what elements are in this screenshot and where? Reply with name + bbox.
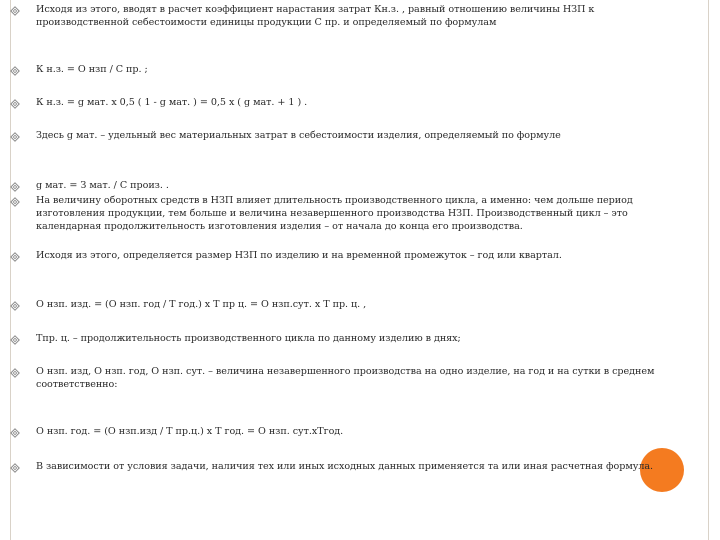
hollow-diamond-bullet-icon — [10, 132, 20, 142]
formula-onzp-god: О нзп. год. = (О нзп.изд / Т пр.ц.) х Т год. = О нзп. сут.хТгод. — [36, 426, 344, 437]
hollow-diamond-bullet-icon — [10, 182, 20, 192]
right-border-line — [708, 0, 709, 540]
hollow-diamond-bullet-icon — [10, 99, 20, 109]
hollow-diamond-bullet-icon — [10, 428, 20, 438]
hollow-diamond-bullet-icon — [10, 66, 20, 76]
paragraph-production-cycle: На величину оборотных средств в НЗП влияет длительность производственного цикла, а именно: чем дольше период изготовления продукции, тем больше и величина незавершенного производства НЗП. Производственный цикл – это календарная продолжительность изготовления изделия – от начала до конца его производства. — [36, 195, 633, 232]
formula-onzp-izd: О нзп. изд. = (О нзп. год / Т год.) х Т пр ц. = О нзп.сут. х Т пр. ц. , — [36, 299, 367, 310]
left-border-line — [10, 0, 11, 540]
hollow-diamond-bullet-icon — [10, 368, 20, 378]
paragraph-conclusion: В зависимости от условия задачи, наличия тех или иных исходных данных применяется та или иная расчетная формула. — [36, 461, 654, 472]
paragraph-tpr-c-definition: Тпр. ц. – продолжительность производственного цикла по данному изделию в днях; — [36, 333, 461, 344]
paragraph-onzp-definitions: О нзп. изд, О нзп. год, О нзп. сут. – величина незавершенного производства на одно изделие, на год и на сутки в среднем соответственно: — [36, 366, 655, 390]
paragraph-g-mat-definition: Здесь g мат. – удельный вес материальных затрат в себестоимости изделия, определяемый по формуле — [36, 130, 561, 141]
hollow-diamond-bullet-icon — [10, 197, 20, 207]
hollow-diamond-bullet-icon — [10, 301, 20, 311]
hollow-diamond-bullet-icon — [10, 335, 20, 345]
hollow-diamond-bullet-icon — [10, 463, 20, 473]
formula-kns-1: К н.з. = О нзп / С пр. ; — [36, 64, 148, 75]
hollow-diamond-bullet-icon — [10, 6, 20, 16]
formula-g-mat: g мат. = З мат. / С произ. . — [36, 180, 169, 191]
hollow-diamond-bullet-icon — [10, 252, 20, 262]
paragraph-intro: Исходя из этого, вводят в расчет коэффициент нарастания затрат Кн.з. , равный отношению величины НЗП к производственной себестоимости единицы продукции С пр. и определяемый по формулам — [36, 4, 595, 28]
formula-kns-2: К н.з. = g мат. х 0,5 ( 1 - g мат. ) = 0,5 х ( g мат. + 1 ) . — [36, 97, 308, 108]
paragraph-nzp-size: Исходя из этого, определяется размер НЗП по изделию и на временной промежуток – год или квартал. — [36, 250, 562, 261]
